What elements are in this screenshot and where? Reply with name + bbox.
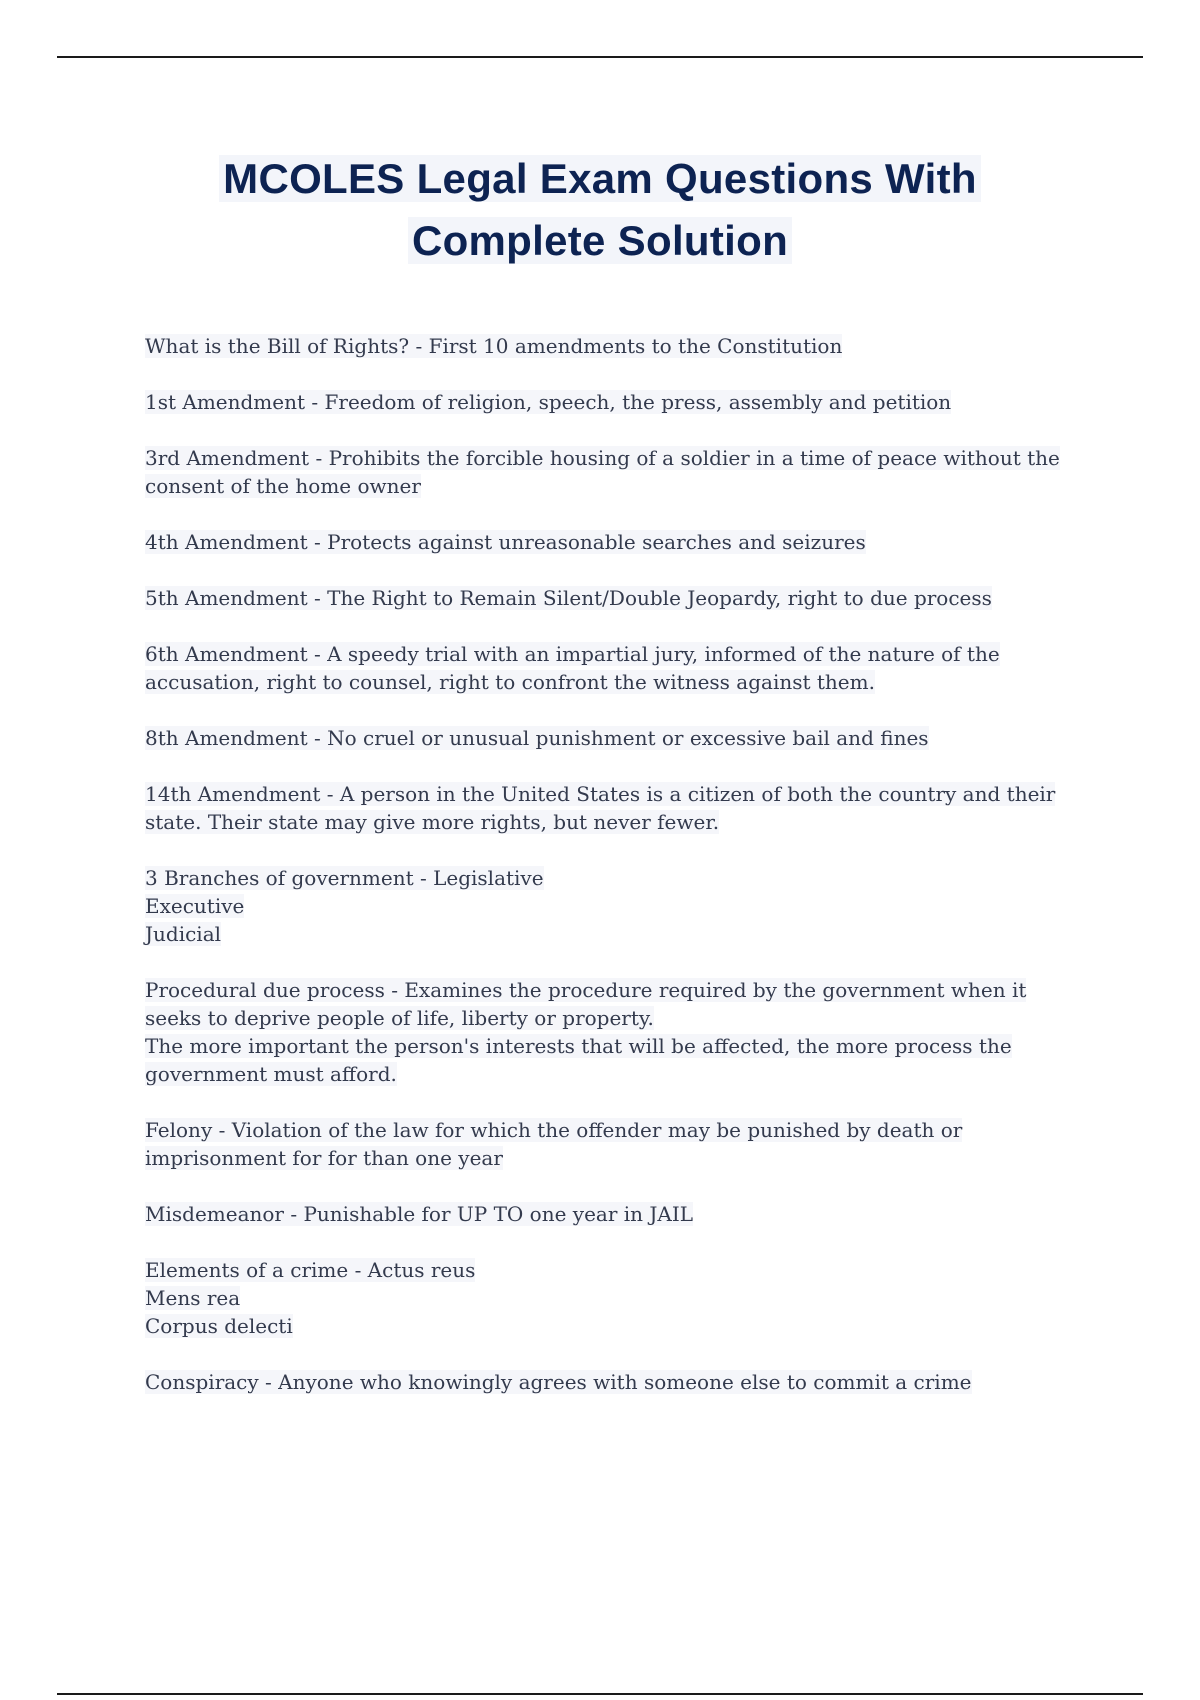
qa-item: [145, 444, 1075, 500]
qa-item-text: 8th Amendment - No cruel or unusual punishment or excessive bail and fines: [145, 726, 929, 750]
qa-item-text: 5th Amendment - The Right to Remain Silent/Double Jeopardy, right to due process: [145, 586, 992, 610]
qa-item: [145, 388, 1075, 416]
qa-item: [145, 1368, 1075, 1396]
qa-item-text: 6th Amendment - A speedy trial with an impartial jury, informed of the nature of the accusation, right to counsel, right to confront the witness against them.: [145, 642, 1000, 694]
document-title: [0, 148, 1200, 272]
qa-item: [145, 1116, 1075, 1172]
qa-item-text: Conspiracy - Anyone who knowingly agrees with someone else to commit a crime: [145, 1370, 972, 1394]
qa-item-text: 3rd Amendment - Prohibits the forcible housing of a soldier in a time of peace without the consent of the home owner: [145, 446, 1060, 498]
header-rule: [57, 56, 1143, 58]
qa-item: [145, 780, 1075, 836]
qa-item: [145, 1200, 1075, 1228]
qa-item: [145, 864, 1075, 948]
qa-item: [145, 1256, 1075, 1340]
qa-item-text: Misdemeanor - Punishable for UP TO one year in JAIL: [145, 1202, 694, 1226]
document-title-line-1: MCOLES Legal Exam Questions With: [219, 155, 981, 202]
qa-item: [145, 332, 1075, 360]
qa-item: [145, 584, 1075, 612]
qa-item-text: 14th Amendment - A person in the United States is a citizen of both the country and their state. Their state may give more rights, but never fewer.: [145, 782, 1056, 834]
qa-item-text: 3 Branches of government - Legislative Executive Judicial: [145, 866, 544, 946]
document-title-line-2: Complete Solution: [408, 217, 792, 264]
qa-list: [145, 332, 1075, 1424]
qa-item-text: 4th Amendment - Protects against unreasonable searches and seizures: [145, 530, 866, 554]
qa-item-text: Procedural due process - Examines the procedure required by the government when it seeks to deprive people of life, liberty or property. The more important the person's interests that will be affected, the more process the government must afford.: [145, 978, 1027, 1086]
qa-item-text: Elements of a crime - Actus reus Mens rea Corpus delecti: [145, 1258, 476, 1338]
qa-item: [145, 976, 1075, 1088]
qa-item: [145, 640, 1075, 696]
footer-rule: [57, 1693, 1143, 1695]
qa-item-text: 1st Amendment - Freedom of religion, speech, the press, assembly and petition: [145, 390, 952, 414]
qa-item: [145, 528, 1075, 556]
qa-item: [145, 724, 1075, 752]
qa-item-text: Felony - Violation of the law for which the offender may be punished by death or imprisonment for for than one year: [145, 1118, 963, 1170]
qa-item-text: What is the Bill of Rights? - First 10 amendments to the Constitution: [145, 334, 843, 358]
